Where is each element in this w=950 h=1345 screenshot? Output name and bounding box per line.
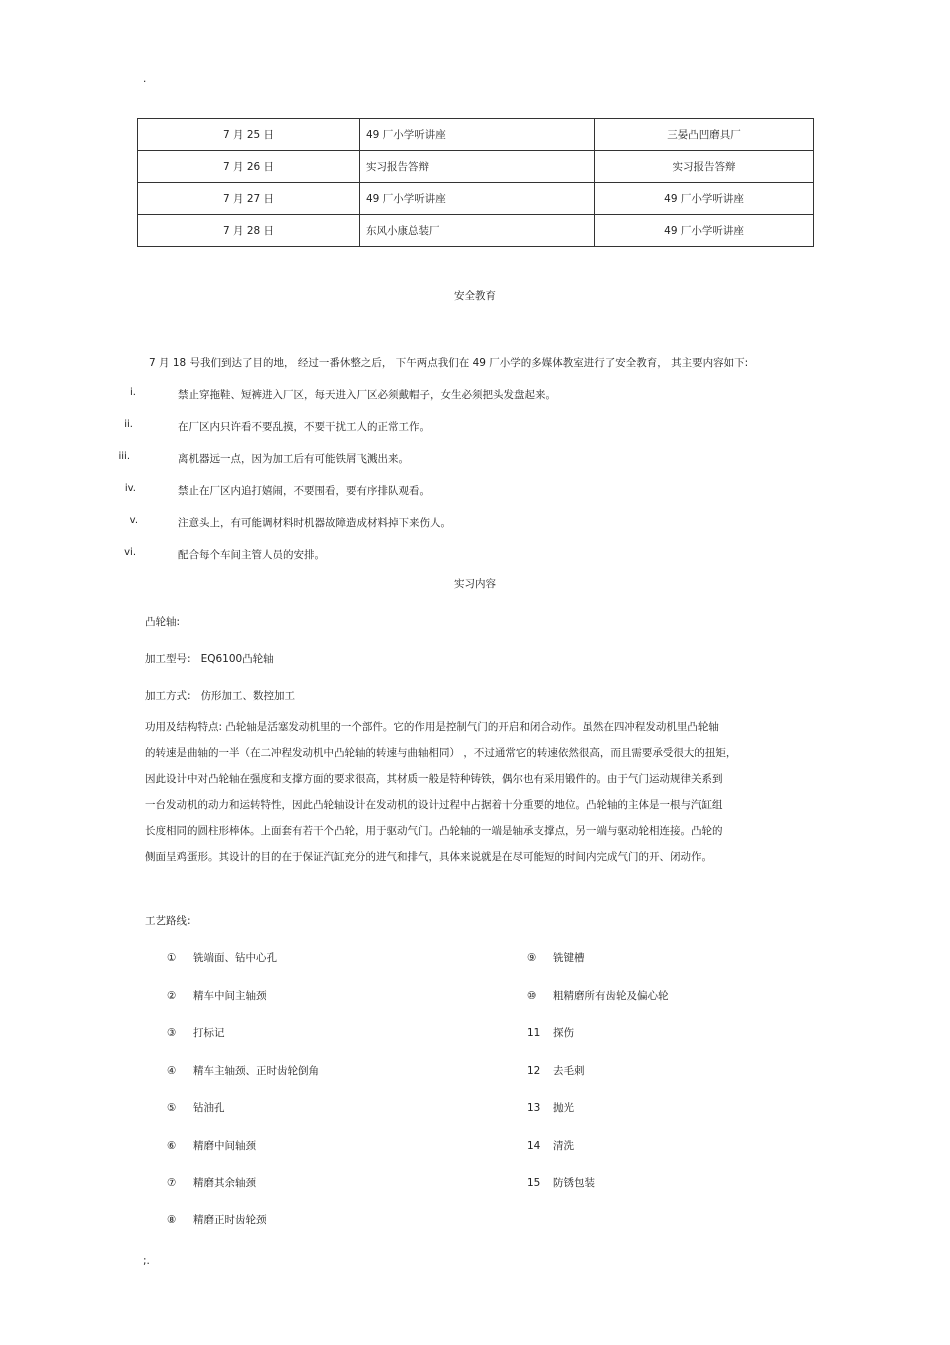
step-text: 粗精磨所有齿轮及偏心轮: [553, 990, 669, 1002]
step-number: 11: [527, 1027, 541, 1039]
list-item: [167, 1025, 225, 1040]
step-number: ①: [167, 952, 177, 964]
table-cell-date: 7 月 26 日: [138, 151, 360, 183]
list-item: [527, 988, 669, 1003]
list-item: [167, 1100, 225, 1115]
top-mark: ·: [143, 76, 147, 88]
list-item: [527, 1175, 595, 1190]
step-number: ③: [167, 1027, 177, 1039]
table-cell-afternoon: 实习报告答辩: [595, 151, 814, 183]
table-cell-morning: 实习报告答辩: [360, 151, 595, 183]
features-paragraph: [145, 720, 795, 876]
step-text: 精车主轴颈、正时齿轮倒角: [193, 1065, 319, 1077]
method-value: 仿形加工、数控加工: [200, 690, 296, 702]
rule-text: 禁止穿拖鞋、短裤进入厂区，每天进入厂区必须戴帽子，女生必须把头发盘起来。: [178, 389, 556, 401]
table-cell-morning: 49 厂小学听讲座: [360, 183, 595, 215]
step-text: 去毛刺: [553, 1065, 585, 1077]
step-number: ⑥: [167, 1140, 177, 1152]
method-label: 加工方式:: [145, 690, 191, 702]
list-item: [527, 1063, 585, 1078]
table-cell-afternoon: 49 厂小学听讲座: [595, 215, 814, 247]
safety-intro: 7 月 18 号我们到达了目的地， 经过一番休整之后， 下午两点我们在 49 厂小学的多媒体教室进行了安全教育， 其主要内容如下:: [149, 357, 749, 369]
model-line: [145, 651, 274, 666]
step-number: ⑦: [167, 1177, 177, 1189]
part-name: 凸轮轴:: [145, 616, 181, 628]
list-item: [527, 1138, 574, 1153]
rule-number: iii.: [118, 451, 130, 462]
step-number: ⑩: [527, 990, 537, 1002]
table-row: [138, 119, 814, 151]
table-row: [138, 151, 814, 183]
table-cell-afternoon: 三晏凸凹磨具厂: [595, 119, 814, 151]
paragraph-line: 的转速是曲轴的一半（在二冲程发动机中凸轮轴的转速与曲轴相同） ，不过通常它的转速依然很高，而且需要承受很大的扭矩，: [145, 747, 737, 759]
table-cell-date: 7 月 25 日: [138, 119, 360, 151]
list-item: [167, 1138, 256, 1153]
step-text: 钻油孔: [193, 1102, 225, 1114]
list-item: [167, 1175, 256, 1190]
list-item: [167, 1063, 319, 1078]
step-number: 14: [527, 1140, 541, 1152]
table-cell-morning: 49 厂小学听讲座: [360, 119, 595, 151]
rule-text: 注意头上，有可能调材料时机器故障造成材料掉下来伤人。: [178, 517, 451, 529]
paragraph-line: 侧面呈鸡蛋形。其设计的目的在于保证汽缸充分的进气和排气，具体来说就是在尽可能短的时间内完成气门的开、闭动作。: [145, 851, 712, 863]
rule-number: v.: [129, 515, 138, 526]
step-text: 抛光: [553, 1102, 574, 1114]
paragraph-line: 一台发动机的动力和运转特性，因此凸轮轴设计在发动机的设计过程中占据着十分重要的地位。凸轮轴的主体是一根与汽缸组: [145, 799, 723, 811]
step-number: ②: [167, 990, 177, 1002]
table-cell-morning: 东风小康总装厂: [360, 215, 595, 247]
rule-number: vi.: [124, 547, 136, 558]
list-item: [167, 1212, 267, 1227]
paragraph-line: 功用及结构特点: 凸轮轴是活塞发动机里的一个部件。它的作用是控制气门的开启和闭合动作。虽然在四冲程发动机里凸轮轴: [145, 721, 719, 733]
table-row: [138, 183, 814, 215]
table-row: [138, 215, 814, 247]
bottom-mark: ;.: [143, 1255, 150, 1267]
step-number: ④: [167, 1065, 177, 1077]
method-line: [145, 688, 295, 703]
step-number: 12: [527, 1065, 541, 1077]
rule-text: 配合每个车间主管人员的安排。: [178, 549, 325, 561]
section-title-content: 实习内容: [454, 578, 496, 590]
route-title: 工艺路线:: [145, 915, 191, 927]
step-text: 探伤: [553, 1027, 574, 1039]
table-cell-date: 7 月 27 日: [138, 183, 360, 215]
step-number: 13: [527, 1102, 541, 1114]
step-text: 铣端面、钻中心孔: [193, 952, 277, 964]
model-value: EQ6100凸轮轴: [200, 653, 274, 665]
paragraph-line: 长度相同的圆柱形棒体。上面套有若干个凸轮，用于驱动气门。凸轮轴的一端是轴承支撑点，另一端与驱动轮相连接。凸轮的: [145, 825, 723, 837]
step-text: 精磨中间轴颈: [193, 1140, 256, 1152]
step-text: 清洗: [553, 1140, 574, 1152]
step-text: 防锈包装: [553, 1177, 595, 1189]
step-text: 精车中间主轴颈: [193, 990, 267, 1002]
list-item: [527, 950, 585, 965]
table-cell-afternoon: 49 厂小学听讲座: [595, 183, 814, 215]
paragraph-line: 因此设计中对凸轮轴在强度和支撑方面的要求很高，其材质一般是特种铸铁，偶尔也有采用锻件的。由于气门运动规律关系到: [145, 773, 723, 785]
list-item: [527, 1100, 574, 1115]
step-text: 打标记: [193, 1027, 225, 1039]
list-item: [527, 1025, 574, 1040]
rule-text: 在厂区内只许看不要乱摸，不要干扰工人的正常工作。: [178, 421, 430, 433]
step-number: 15: [527, 1177, 541, 1189]
step-number: ⑤: [167, 1102, 177, 1114]
schedule-table: [137, 118, 814, 247]
list-item: [167, 988, 267, 1003]
step-number: ⑨: [527, 952, 537, 964]
step-text: 铣键槽: [553, 952, 585, 964]
section-title-safety: 安全教育: [454, 290, 496, 302]
step-text: 精磨其余轴颈: [193, 1177, 256, 1189]
model-label: 加工型号:: [145, 653, 191, 665]
rule-number: i.: [130, 387, 136, 398]
rule-text: 禁止在厂区内追打嬉闹，不要围看，要有序排队观看。: [178, 485, 430, 497]
rule-text: 离机器远一点，因为加工后有可能铁屑飞溅出来。: [178, 453, 409, 465]
rule-number: ii.: [124, 419, 133, 430]
step-number: ⑧: [167, 1214, 177, 1226]
table-cell-date: 7 月 28 日: [138, 215, 360, 247]
step-text: 精磨正时齿轮颈: [193, 1214, 267, 1226]
rule-number: iv.: [124, 483, 136, 494]
list-item: [167, 950, 277, 965]
